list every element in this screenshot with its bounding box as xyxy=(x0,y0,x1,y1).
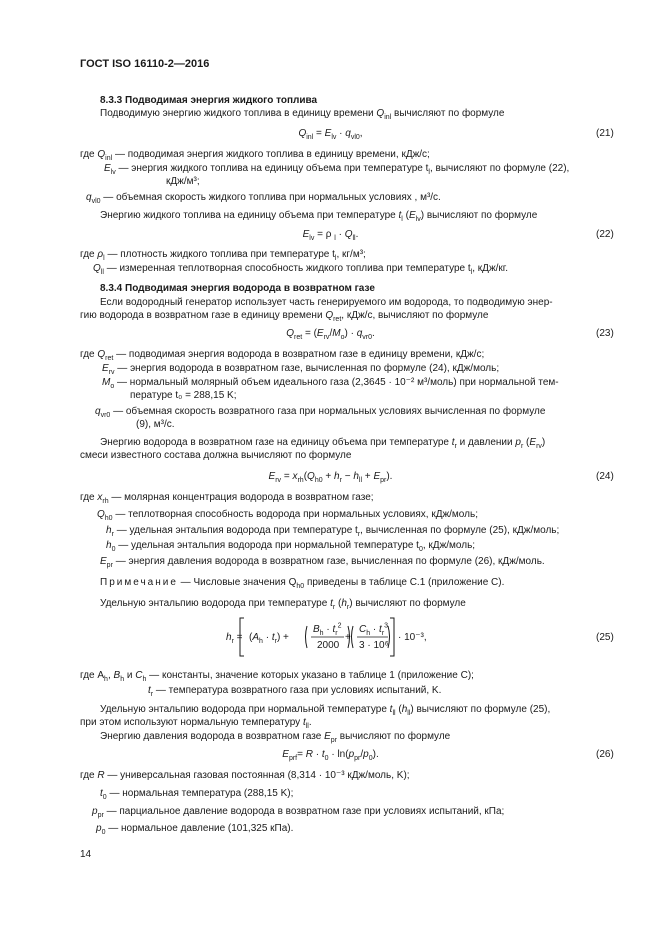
where-row: $Q_{ll}$ — измеренная теплотворная способность жидкого топлива при температуре $t_l$, кДж/кг. xyxy=(93,263,508,276)
section-heading-834: 8.3.4 Подводимая энергия водорода в возвратном газе xyxy=(100,283,375,294)
equation-25: $h_r$ = $(A_h \cdot t_r)$ + $B_h \cdot t_r^2$ 2000 + $C_h \cdot t_r^3$ 3 · 10⁶ · 10⁻³, xyxy=(222,612,422,662)
where-row: $t_0$ — нормальная температура (288,15 K); xyxy=(100,788,294,801)
where-row: $M_o$ — нормальный молярный объем идеального газа (2,3645 · 10⁻² м³/моль) при нормальной тем- xyxy=(102,377,559,390)
where-row: $p_{pr}$ — парциальное давление водорода в возвратном газе при условиях испытаний, кПа; xyxy=(92,806,505,819)
paragraph: Удельную энтальпию водорода при температуре $t_r$ $(h_r)$ вычисляют по формуле xyxy=(100,598,466,611)
where-row: где $\rho_l$ — плотность жидкого топлива при температуре $t_l$, кг/м³; xyxy=(80,249,366,262)
where-continuation: пературе t₀ = 288,15 K; xyxy=(130,390,237,401)
where-row: где $A_h$, $B_h$ и $C_h$ — константы, значение которых указано в таблице 1 (приложение С); xyxy=(80,670,474,683)
equation-21: $Q_{inl} = E_{lv} \cdot q_{vl0}$, xyxy=(298,128,363,141)
where-row: $t_r$ — температура возвратного газа при условиях испытаний, K. xyxy=(148,685,442,698)
where-row: где $Q_{inl}$ — подводимая энергия жидкого топлива в единицу времени, кДж/с; xyxy=(80,149,430,162)
where-row: где R — универсальная газовая постоянная (8,314 · 10⁻³ кДж/моль, K); xyxy=(80,770,410,781)
where-row: $E_{rv}$ — энергия водорода в возвратном газе, вычисленная по формуле (24), кДж/моль; xyxy=(102,363,500,376)
document-header: ГОСТ ISO 16110-2—2016 xyxy=(80,58,210,70)
paragraph: Энергию давления водорода в возвратном газе $E_{pr}$ вычисляют по формуле xyxy=(100,731,451,744)
note: Примечание — Числовые значения $Q_{h0}$ приведены в таблице С.1 (приложение С). xyxy=(100,577,505,590)
where-row: $E_{lv}$ — энергия жидкого топлива на единицу объема при температуре $t_l$, вычисляют по формуле (22), xyxy=(104,163,570,176)
where-row: где $x_{rh}$ — молярная концентрация водорода в возвратном газе; xyxy=(80,492,374,505)
where-row: $h_r$ — удельная энтальпия водорода при температуре $t_r$, вычисленная по формуле (25), кДж/моль; xyxy=(106,525,560,538)
paragraph: смеси известного состава должна вычисляют по формуле xyxy=(80,450,352,461)
paragraph: Подводимую энергию жидкого топлива в единицу времени $Q_{inl}$ вычисляют по формуле xyxy=(100,108,505,121)
paragraph: Удельную энтальпию водорода при нормальной температуре $t_{ll}$ $(h_{ll})$ вычисляют по формуле (25), xyxy=(100,704,551,717)
where-row: $Q_{h0}$ — теплотворная способность водорода при нормальных условиях, кДж/моль; xyxy=(97,509,478,522)
where-row: $q_{vl0}$ — объемная скорость жидкого топлива при нормальных условиях , м³/с. xyxy=(86,192,441,205)
equation-number: (26) xyxy=(596,749,614,760)
paragraph: Энергию жидкого топлива на единицу объема при температуре $t_l$ $(E_{lv})$ вычисляют по формуле xyxy=(100,210,538,223)
where-continuation: кДж/м³; xyxy=(166,176,200,187)
equation-26: $E_{prf}= R \cdot t_0 \cdot \ln(p_{pr}/p_0)$. xyxy=(282,749,379,762)
where-row: $E_{pr}$ — энергия давления водорода в возвратном газе, вычисленная по формуле (26), кДж/моль. xyxy=(100,556,545,569)
where-row: где $Q_{ret}$ — подводимая энергия водорода в возвратном газе в единицу времени, кДж/с; xyxy=(80,349,485,362)
paragraph: Энергию водорода в возвратном газе на единицу объема при температуре $t_r$ и давлении $p_r$ $(E_{rv})$ xyxy=(100,437,546,450)
paragraph: при этом используют нормальную температуру $t_{ll}$. xyxy=(80,717,312,730)
page-number: 14 xyxy=(80,849,92,860)
equation-number: (21) xyxy=(596,128,614,139)
paragraph: гию водорода в возвратном газе в единицу времени $Q_{ret}$, кДж/с, вычисляют по формуле xyxy=(80,310,489,323)
equation-number: (25) xyxy=(596,632,614,643)
section-heading-833: 8.3.3 Подводимая энергия жидкого топлива xyxy=(100,95,318,106)
where-continuation: (9), м³/с. xyxy=(136,419,175,430)
equation-number: (22) xyxy=(596,229,614,240)
equation-number: (23) xyxy=(596,328,614,339)
equation-23: $Q_{ret} = (E_{rv}/M_o) \cdot q_{vr0}$. xyxy=(286,328,375,341)
where-row: $q_{vr0}$ — объемная скорость возвратного газа при нормальных условиях вычисленная по формуле xyxy=(95,406,546,419)
equation-22: $E_{lv} = \rho$ $_l \cdot Q_{ll}$. xyxy=(302,229,359,242)
equation-number: (24) xyxy=(596,471,614,482)
where-row: $p_0$ — нормальное давление (101,325 кПа). xyxy=(96,823,294,836)
paragraph: Если водородный генератор использует часть генерируемого им водорода, то подводимую энер- xyxy=(100,297,553,308)
equation-24: $E_{rv} = x_{rh}(Q_{h0} + h_r - h_{ll} + E_{pr})$. xyxy=(268,471,393,484)
where-row: $h_0$ — удельная энтальпия водорода при нормальной температуре $t_0$, кДж/моль; xyxy=(106,540,476,553)
